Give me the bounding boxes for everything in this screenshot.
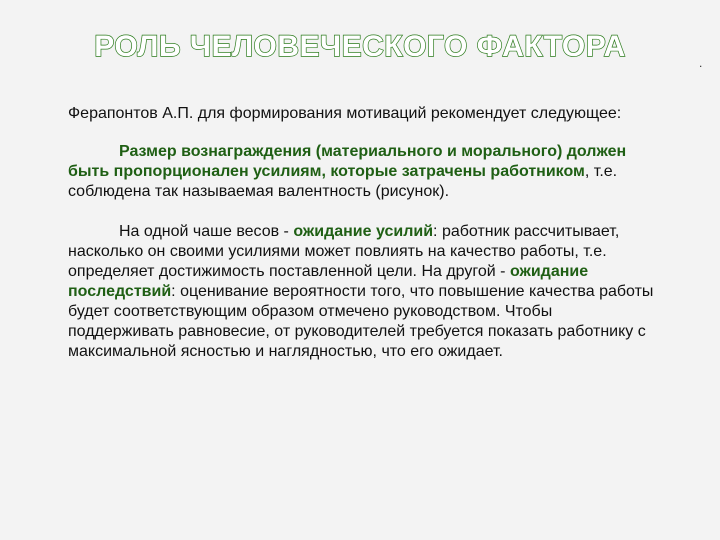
intro-text: Ферапонтов А.П. для формирования мотиваций рекомендует следующее: bbox=[68, 105, 622, 122]
slide-title: РОЛЬ ЧЕЛОВЕЧЕСКОГО ФАКТОРА bbox=[94, 30, 626, 63]
paragraph-reward bbox=[68, 142, 658, 202]
reward-highlight: Размер вознаграждения (материального и морального) должен быть пропорционален усилиям, которые затрачены работником bbox=[68, 143, 627, 180]
corner-mark: . bbox=[699, 56, 703, 70]
term-effort-expectation: ожидание усилий bbox=[293, 223, 434, 240]
slide-body bbox=[68, 104, 658, 382]
scales-text-3: : оценивание вероятности того, что повышение качества работы будет соответствующим образом отмечено руководством. Чтобы поддерживать равновесие, от руководителей требуется показать работнику с максимальной ясностью и наглядностью, что его ожидает. bbox=[68, 283, 654, 360]
term-consequence-expectation: ожидание последствий bbox=[68, 263, 589, 300]
paragraph-scales bbox=[68, 222, 658, 362]
scales-text-1: На одной чаше весов - bbox=[119, 223, 294, 240]
reward-rest: , т.е. соблюдена так называемая валентность (рисунок). bbox=[68, 163, 618, 200]
scales-text-2: : работник рассчитывает, насколько он своими усилиями может повлиять на качество работы, т.е. определяет достижимость поставленной цели. На другой - bbox=[68, 223, 620, 280]
